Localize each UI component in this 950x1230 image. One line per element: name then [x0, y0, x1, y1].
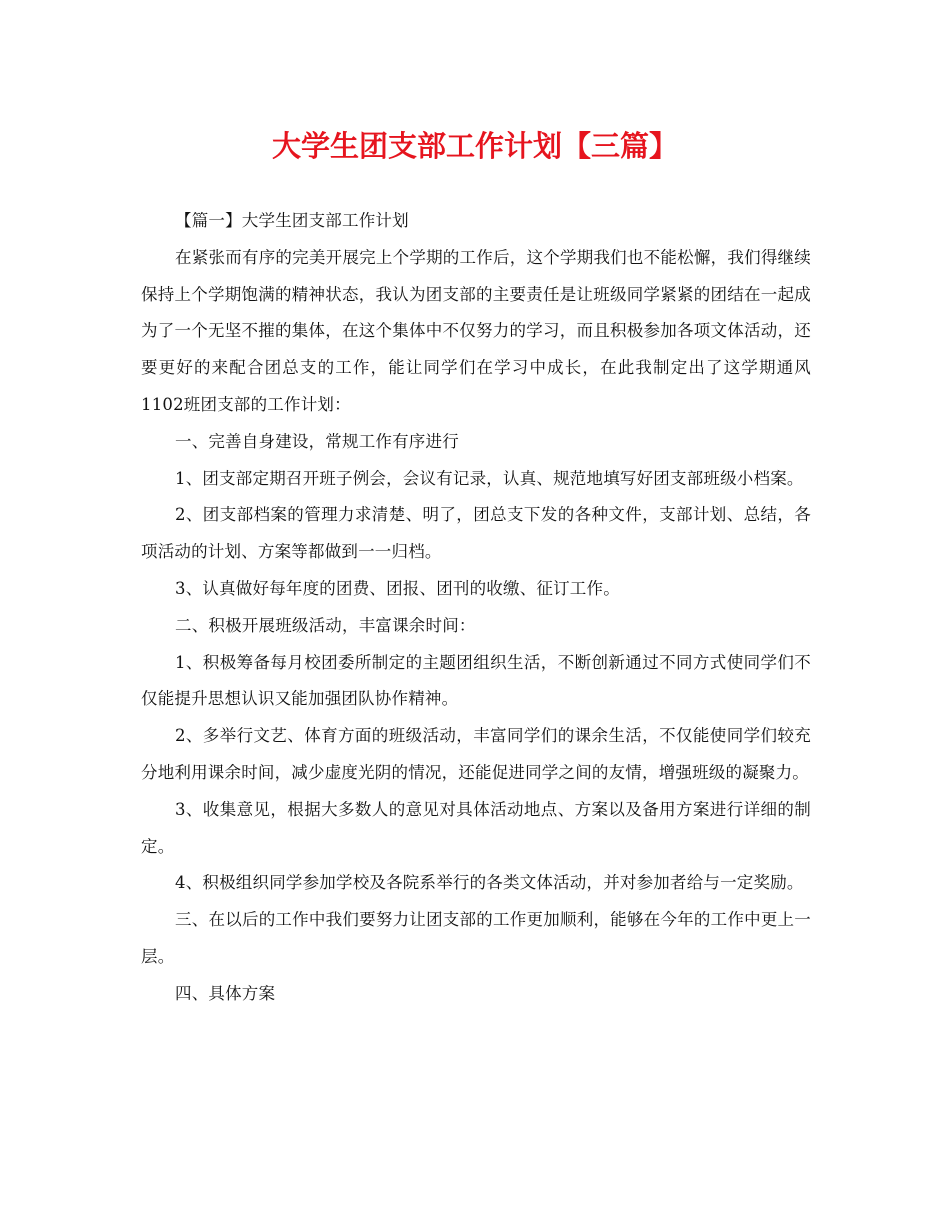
section-heading: 一、完善自身建设，常规工作有序进行 [175, 431, 459, 451]
paragraph: 三、在以后的工作中我们要努力让团支部的工作更加顺利，能够在今年的工作中更上一层。 [141, 910, 811, 966]
paragraph: 在紧张而有序的完美开展完上个学期的工作后，这个学期我们也不能松懈，我们得继续保持上个学期饱满的精神状态，我认为团支部的主要责任是让班级同学紧紧的团结在一起成为了一个无坚不摧的集体，在这个集体中不仅努力的学习，而且积极参加各项文体活动，还要更好的来配合团总支的工作，能让同学们在学习中成长，在此我制定出了这学期通风1102班团支部的工作计划： [141, 247, 811, 414]
paragraph: 2、多举行文艺、体育方面的班级活动，丰富同学们的课余生活，不仅能使同学们较充分地利用课余时间，减少虚度光阴的情况，还能促进同学之间的友情，增强班级的凝聚力。 [141, 726, 811, 782]
section-heading: 【篇一】大学生团支部工作计划 [175, 211, 409, 230]
paragraph: 3、收集意见，根据大多数人的意见对具体活动地点、方案以及备用方案进行详细的制定。 [141, 799, 811, 856]
document-body [141, 203, 811, 1013]
paragraph: 1、积极筹备每月校团委所制定的主题团组织生活，不断创新通过不同方式使同学们不仅能提升思想认识又能加强团队协作精神。 [141, 652, 811, 709]
paragraph: 1、团支部定期召开班子例会，会议有记录，认真、规范地填写好团支部班级小档案。 [175, 468, 804, 488]
paragraph: 2、团支部档案的管理力求清楚、明了，团总支下发的各种文件，支部计划、总结，各项活动的计划、方案等都做到一一归档。 [141, 505, 811, 562]
paragraph: 4、积极组织同学参加学校及各院系举行的各类文体活动，并对参加者给与一定奖励。 [175, 873, 804, 893]
section-heading: 四、具体方案 [175, 983, 276, 1003]
paragraph: 3、认真做好每年度的团费、团报、团刊的收缴、征订工作。 [175, 578, 620, 598]
document-title: 大学生团支部工作计划【三篇】 [271, 129, 678, 163]
section-heading: 二、积极开展班级活动，丰富课余时间： [175, 615, 476, 635]
